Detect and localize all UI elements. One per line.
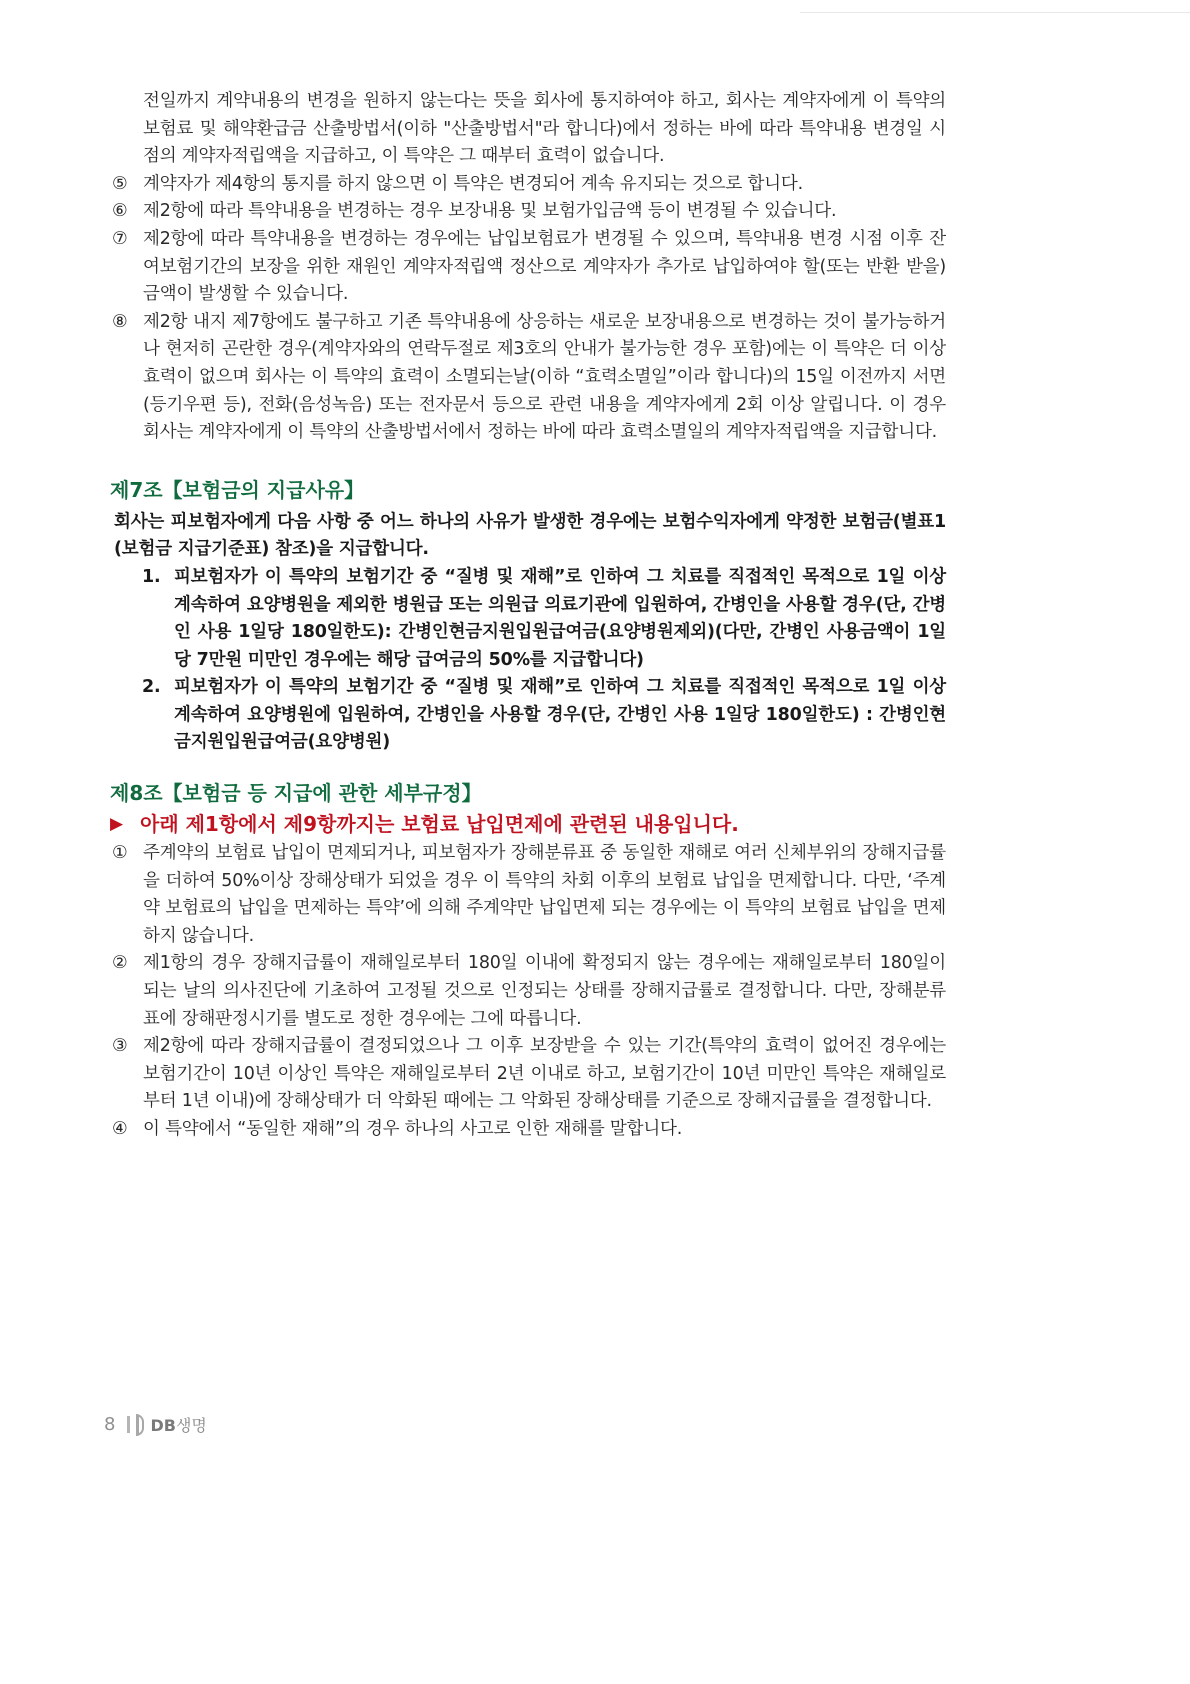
clause-number: ①: [112, 843, 128, 864]
document-page: [110, 88, 946, 1144]
item-text: 피보험자가 이 특약의 보험기간 중 “질병 및 재해”로 인하여 그 치료를 직접적인 목적으로 1일 이상 계속하여 요양병원을 제외한 병원급 또는 의원급 의료기관에 입원하여, 간병인을 사용할 경우(단, 간병인 사용 1일당 180일한도): 간병인현금지원입원급여금(요양병원제외)(다만, 간병인 사용금액이 1일당 7만원 미만인 경우에는 해당 급여금의 50%를 지급합니다): [174, 566, 946, 670]
clause-item: [110, 950, 946, 1033]
notice-text: 아래 제1항에서 제9항까지는 보험료 납입면제에 관련된 내용입니다.: [140, 812, 739, 837]
company-logo: [127, 1413, 206, 1436]
clause-number: ⑤: [112, 173, 128, 194]
clause-item: [110, 226, 946, 309]
clause-item: [110, 1033, 946, 1116]
logo-divider: [127, 1416, 130, 1433]
notice-line: [110, 810, 946, 838]
clause-text: 계약자가 제4항의 통지를 하지 않으면 이 특약은 변경되어 계속 유지되는 것으로 합니다.: [143, 173, 803, 194]
clause-text: 주계약의 보험료 납입이 면제되거나, 피보험자가 장해분류표 중 동일한 재해로 여러 신체부위의 장해지급률을 더하여 50%이상 장해상태가 되었을 경우 이 특약의 차회 이후의 보험료 납입을 면제합니다. 다만, ‘주계약 보험료의 납입을 면제하는 특약’에 의해 주계약만 납입면제 되는 경우에는 이 특약의 보험료 납입을 면제하지 않습니다.: [143, 843, 946, 946]
clause-text: 이 특약에서 “동일한 재해”의 경우 하나의 사고로 인한 재해를 말합니다.: [143, 1119, 683, 1139]
continuation-paragraph: 전일까지 계약내용의 변경을 원하지 않는다는 뜻을 회사에 통지하여야 하고, 회사는 계약자에게 이 특약의 보험료 및 해약환급금 산출방법서(이하 "산출방법서"라 합니다)에서 정하는 바에 따라 특약내용 변경일 시점의 계약자적립액을 지급하고, 이 특약은 그 때부터 효력이 없습니다.: [143, 91, 946, 167]
clause-item: [110, 198, 946, 226]
clause-number: ⑧: [112, 311, 128, 332]
logo-mark-icon: [136, 1414, 144, 1436]
article-8-title: 제8조【보험금 등 지급에 관한 세부규정】: [110, 781, 482, 806]
item-text: 피보험자가 이 특약의 보험기간 중 “질병 및 재해”로 인하여 그 치료를 직접적인 목적으로 1일 이상 계속하여 요양병원에 입원하여, 간병인을 사용할 경우(단, 간병인 사용 1일당 180일한도) : 간병인현금지원입원급여금(요양병원): [174, 677, 946, 753]
page-number: 8: [104, 1414, 116, 1435]
article-7-item: [110, 674, 946, 757]
clause-text: 제2항에 따라 장해지급률이 결정되었으나 그 이후 보장받을 수 있는 기간(특약의 효력이 없어진 경우에는 보험기간이 10년 이상인 특약은 재해일로부터 2년 이내로 하고, 보험기간이 10년 미만인 특약은 재해일로부터 1년 이내)에 장해상태가 더 악화된 때에는 그 악화된 장해상태를 기준으로 장해지급률을 결정합니다.: [143, 1036, 946, 1112]
logo-suffix: 생명: [175, 1416, 207, 1435]
clause-text: 제2항에 따라 특약내용을 변경하는 경우 보장내용 및 보험가입금액 등이 변경될 수 있습니다.: [143, 201, 837, 222]
clause-item: [110, 171, 946, 199]
clause-text: 제2항 내지 제7항에도 불구하고 기존 특약내용에 상응하는 새로운 보장내용으로 변경하는 것이 불가능하거나 현저히 곤란한 경우(계약자와의 연락두절로 제3호의 안내가 불가능한 경우 포함)에는 이 특약은 더 이상 효력이 없으며 회사는 이 특약의 효력이 소멸되는날(이하 “효력소멸일”이라 합니다)의 15일 이전까지 서면(등기우편 등), 전화(음성녹음) 또는 전자문서 등으로 관련 내용을 계약자에게 2회 이상 알립니다. 이 경우 회사는 계약자에게 이 특약의 산출방법서에서 정하는 바에 따라 효력소멸일의 계약자적립액을 지급합니다.: [143, 311, 946, 443]
clause-text: 제1항의 경우 장해지급률이 재해일로부터 180일 이내에 확정되지 않는 경우에는 재해일로부터 180일이 되는 날의 의사진단에 기초하여 고정될 것으로 인정되는 상태를 장해지급률로 결정합니다. 다만, 장해분류표에 장해판정시기를 별도로 정한 경우에는 그에 따릅니다.: [143, 953, 946, 1029]
clause-number: ③: [112, 1036, 128, 1057]
clause-number: ⑦: [112, 228, 128, 249]
article-7-item: [110, 564, 946, 674]
clause-text: 제2항에 따라 특약내용을 변경하는 경우에는 납입보험료가 변경될 수 있으며, 특약내용 변경 시점 이후 잔여보험기간의 보장을 위한 재원인 계약자적립액 정산으로 계약자가 추가로 납입하여야 할(또는 반환 받을) 금액이 발생할 수 있습니다.: [143, 228, 946, 305]
clause-item: [110, 1116, 946, 1144]
clause-number: ⑥: [112, 201, 128, 222]
item-number: 2.: [142, 677, 161, 698]
clause-number: ④: [112, 1119, 128, 1139]
clause-number: ②: [112, 953, 128, 974]
triangle-right-icon: ▶: [110, 814, 124, 835]
article-7-title: 제7조【보험금의 지급사유】: [110, 477, 365, 502]
article-7-lead: 회사는 피보험자에게 다음 사항 중 어느 하나의 사유가 발생한 경우에는 보험수익자에게 약정한 보험금(별표1 (보험금 지급기준표) 참조)을 지급합니다.: [114, 511, 946, 560]
logo-text: [150, 1413, 206, 1436]
clause-item: [110, 309, 946, 447]
logo-brand: DB: [150, 1416, 176, 1435]
item-number: 1.: [142, 566, 161, 587]
clause-item: [110, 840, 946, 950]
page-footer: [104, 1413, 207, 1436]
top-rule: [800, 12, 1190, 13]
